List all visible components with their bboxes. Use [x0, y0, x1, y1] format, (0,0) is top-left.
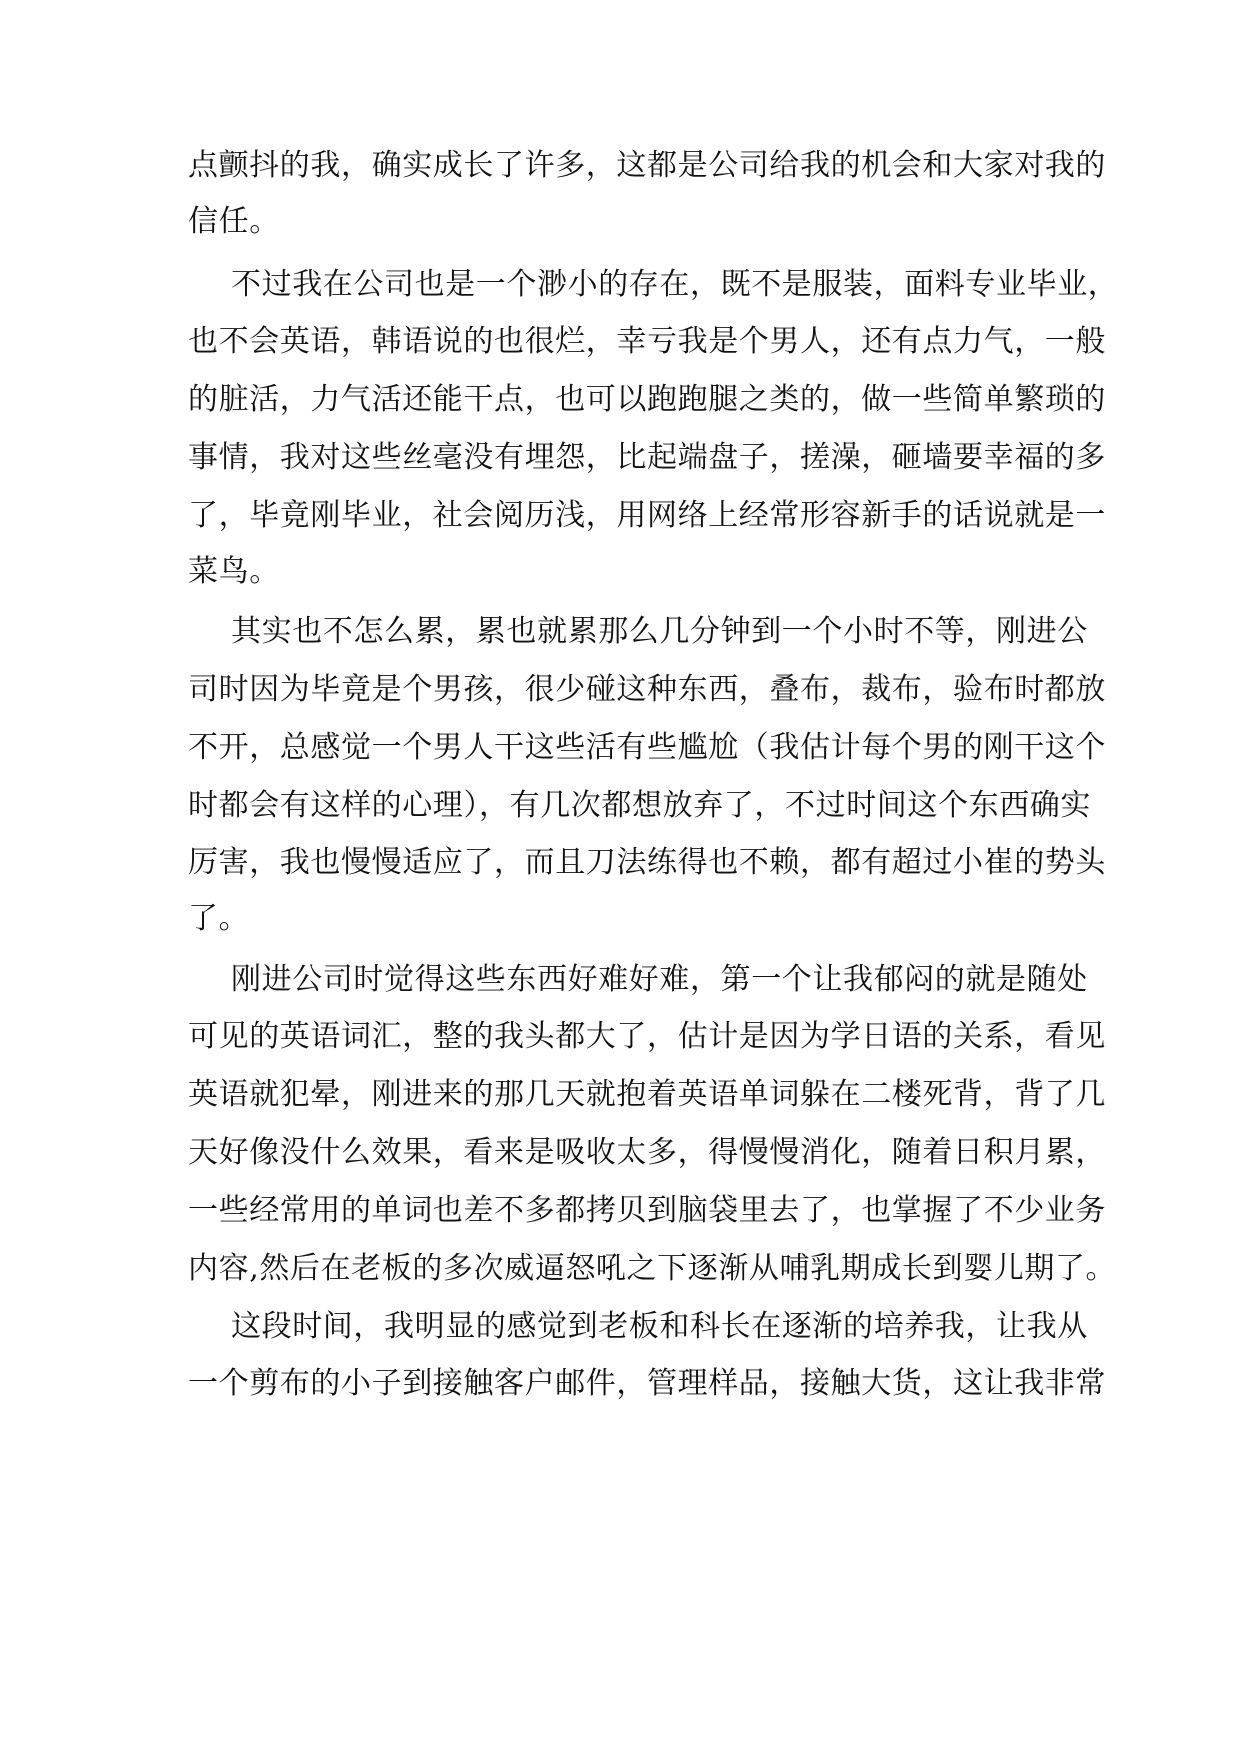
- text-line: 不开，总感觉一个男人干这些活有些尴尬（我估计每个男的刚干这个: [188, 730, 1106, 765]
- paragraph-first-line: 其实也不怎么累，累也就累那么几分钟到一个小时不等，刚进公: [231, 614, 1088, 649]
- text-line: 司时因为毕竟是个男孩，很少碰这种东西，叠布，裁布，验布时都放: [188, 672, 1106, 707]
- text-line: 时都会有这样的心理），有几次都想放弃了，不过时间这个东西确实: [188, 788, 1091, 823]
- text-line: 天好像没什么效果，看来是吸收太多，得慢慢消化，随着日积月累，: [188, 1135, 1106, 1170]
- text-line: 点颤抖的我，确实成长了许多，这都是公司给我的机会和大家对我的: [188, 148, 1106, 183]
- text-line: 可见的英语词汇，整的我头都大了，估计是因为学日语的关系，看见: [188, 1019, 1106, 1054]
- text-line: 了，毕竟刚毕业，社会阅历浅，用网络上经常形容新手的话说就是一: [188, 498, 1106, 533]
- text-line: 事情，我对这些丝毫没有埋怨，比起端盘子，搓澡，砸墙要幸福的多: [188, 440, 1106, 475]
- text-line: 了。: [188, 901, 250, 936]
- paragraph-first-line: 这段时间，我明显的感觉到老板和科长在逐渐的培养我，让我从: [231, 1309, 1088, 1344]
- text-line: 菜鸟。: [188, 554, 280, 589]
- paragraph-first-line: 刚进公司时觉得这些东西好难好难，第一个让我郁闷的就是随处: [231, 962, 1088, 997]
- text-line: 英语就犯晕，刚进来的那几天就抱着英语单词躲在二楼死背，背了几: [188, 1077, 1106, 1112]
- text-line: 的脏活，力气活还能干点，也可以跑跑腿之类的，做一些简单繁琐的: [188, 382, 1106, 417]
- text-line: 一个剪布的小子到接触客户邮件，管理样品，接触大货，这让我非常: [188, 1366, 1106, 1401]
- text-line: 一些经常用的单词也差不多都拷贝到脑袋里去了，也掌握了不少业务: [188, 1193, 1106, 1228]
- text-line: 内容,然后在老板的多次威逼怒吼之下逐渐从哺乳期成长到婴儿期了。: [188, 1251, 1117, 1286]
- text-line: 也不会英语，韩语说的也很烂，幸亏我是个男人，还有点力气，一般: [188, 324, 1106, 359]
- text-line: 厉害，我也慢慢适应了，而且刀法练得也不赖，都有超过小崔的势头: [188, 845, 1106, 880]
- paragraph-first-line: 不过我在公司也是一个渺小的存在，既不是服装，面料专业毕业，: [231, 267, 1119, 302]
- text-line: 信任。: [188, 204, 280, 239]
